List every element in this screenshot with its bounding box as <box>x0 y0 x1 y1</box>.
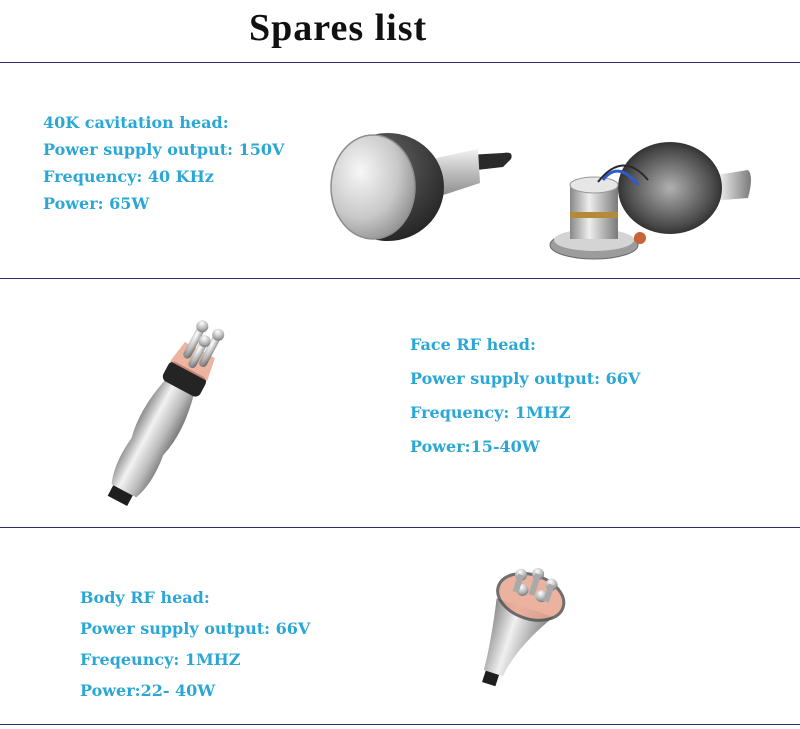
cavitation-head-specs <box>43 113 284 221</box>
body-rf-head-frequency: Freqeuncy: 1MHZ <box>80 650 241 669</box>
face-rf-head-frequency: Frequency: 1MHZ <box>410 403 571 422</box>
divider-bottom <box>0 724 800 725</box>
cavitation-head-frequency: Frequency: 40 KHz <box>43 167 214 186</box>
cavitation-head-output: Power supply output: 150V <box>43 140 285 159</box>
cavitation-head-image <box>318 125 518 245</box>
body-rf-head-specs <box>80 588 310 712</box>
page-title: Spares list <box>249 7 428 49</box>
body-rf-head-image <box>450 550 590 700</box>
face-rf-head-output: Power supply output: 66V <box>410 369 641 388</box>
face-rf-head-specs <box>410 335 640 471</box>
cavitation-transducer-image <box>548 140 758 265</box>
face-rf-head-name: Face RF head: <box>410 335 536 354</box>
body-rf-head-name: Body RF head: <box>80 588 210 607</box>
face-rf-head-image <box>95 316 255 516</box>
body-rf-head-power: Power:22- 40W <box>80 681 216 700</box>
face-rf-head-power: Power:15-40W <box>410 437 540 456</box>
divider-top <box>0 62 800 63</box>
body-rf-head-output: Power supply output: 66V <box>80 619 311 638</box>
cavitation-head-power: Power: 65W <box>43 194 150 213</box>
divider-1 <box>0 278 800 279</box>
divider-2 <box>0 527 800 528</box>
cavitation-head-name: 40K cavitation head: <box>43 113 229 132</box>
